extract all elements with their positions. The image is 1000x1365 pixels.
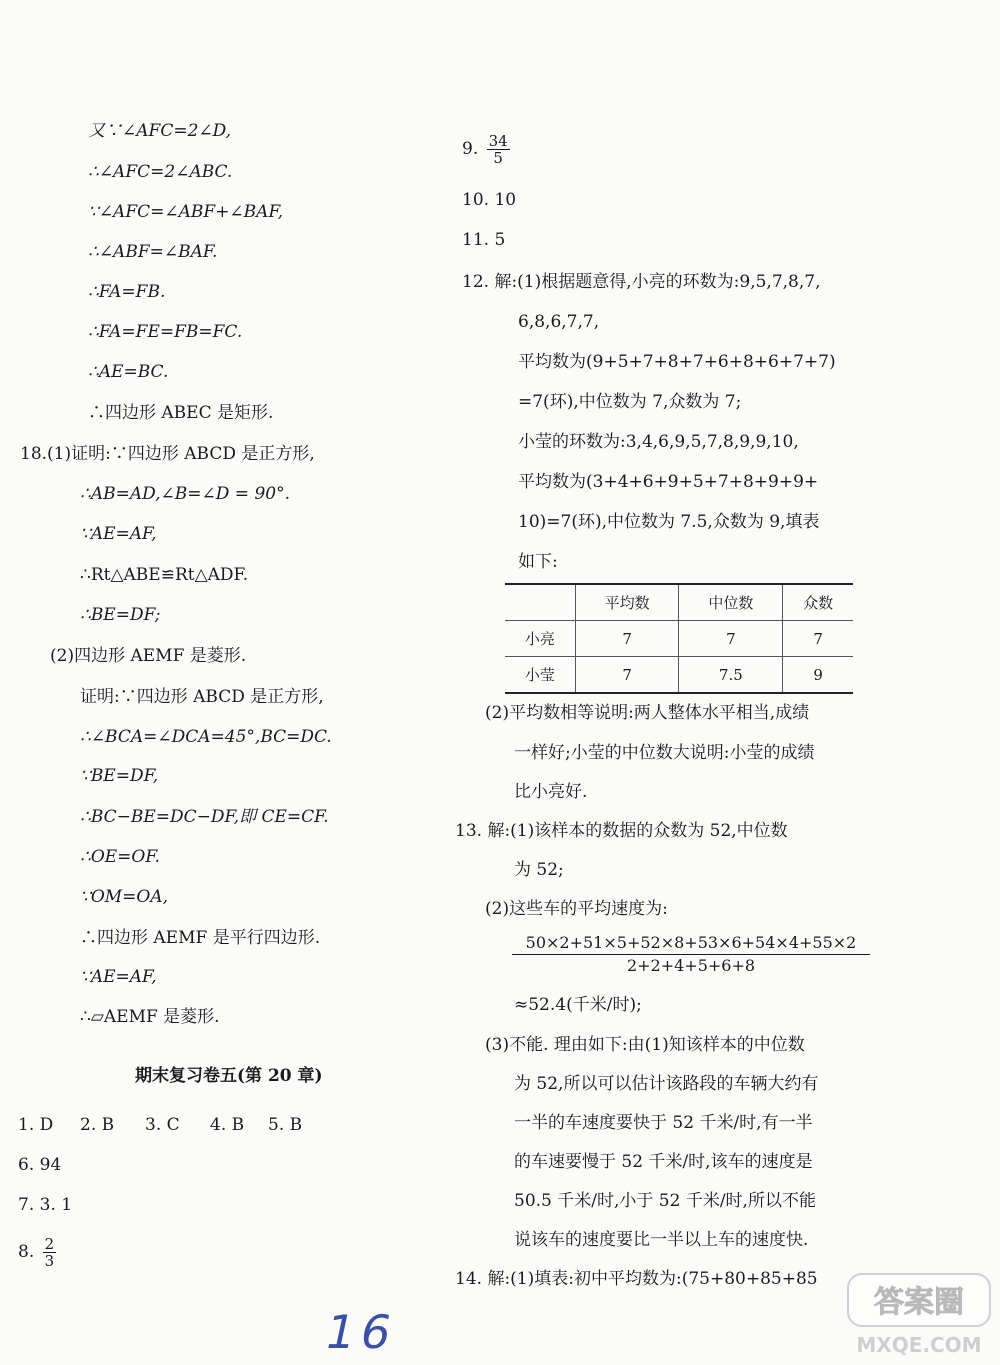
solution-line: 为 52; (514, 860, 564, 880)
answer-label: 8. (18, 1242, 35, 1262)
proof-line: ∵BE=DF, (80, 766, 159, 786)
fraction-denominator: 2+2+4+5+6+8 (626, 956, 756, 975)
proof-line: (2)四边形 AEMF 是菱形. (50, 646, 247, 666)
table-cell: 小亮 (505, 621, 575, 657)
solution-line: 平均数为(3+4+6+9+5+7+8+9+9+ (518, 472, 819, 492)
answer-10: 10. 10 (462, 190, 517, 210)
proof-line: ∴∠ABF=∠BAF. (88, 242, 218, 262)
solution-line: 小莹的环数为:3,4,6,9,5,7,8,9,9,10, (518, 432, 799, 452)
proof-line: ∴FA=FE=FB=FC. (88, 322, 243, 342)
choice-answer: 5. B (268, 1115, 303, 1135)
solution-line: (2)这些车的平均速度为: (485, 899, 668, 919)
solution-line: ≈52.4(千米/时); (514, 995, 642, 1015)
solution-line: 一样好;小莹的中位数大说明:小莹的成绩 (514, 743, 815, 763)
solution-line: 平均数为(9+5+7+8+7+6+8+6+7+7) (518, 352, 836, 372)
handwritten-page-number: 16 (320, 1305, 403, 1359)
proof-line: ∴AE=BC. (88, 362, 169, 382)
proof-line: ∴BE=DF; (80, 605, 161, 625)
answer-8 (18, 1236, 56, 1269)
answer-9 (462, 133, 510, 166)
watermark-bottom-text: MXQE.COM (856, 1333, 982, 1357)
choice-answer: 1. D (18, 1115, 54, 1135)
proof-line: 证明:∵四边形 ABCD 是正方形, (80, 687, 324, 707)
fraction-numerator: 50×2+51×5+52×8+53×6+54×4+55×2 (512, 932, 870, 955)
table-header-row (505, 584, 853, 621)
fraction-denominator: 5 (493, 149, 503, 167)
proof-line: ∴Rt△ABE≌Rt△ADF. (80, 565, 249, 585)
proof-line: ∴∠BCA=∠DCA=45°,BC=DC. (80, 727, 332, 747)
score-table (505, 583, 853, 694)
solution-line: (2)平均数相等说明:两人整体水平相当,成绩 (485, 703, 810, 723)
answer-6: 6. 94 (18, 1155, 62, 1175)
table-cell: 7 (575, 657, 679, 694)
question-12: 12. 解:(1)根据题意得,小亮的环数为:9,5,7,8,7, (462, 272, 821, 292)
table-header-cell: 平均数 (575, 584, 679, 621)
solution-line: 的车速要慢于 52 千米/时,该车的速度是 (514, 1152, 813, 1172)
proof-line: ∴AB=AD,∠B=∠D = 90°. (80, 484, 290, 504)
table-cell: 7.5 (679, 657, 783, 694)
proof-line: ∴四边形 AEMF 是平行四边形. (80, 928, 321, 948)
solution-line: 为 52,所以可以估计该路段的车辆大约有 (514, 1074, 819, 1094)
proof-line: ∵∠AFC=∠ABF+∠BAF, (88, 202, 284, 222)
table-row (505, 621, 853, 657)
solution-line: 比小亮好. (514, 782, 588, 802)
watermark-top-text: 答案圈 (874, 1285, 964, 1320)
proof-line: ∴▱AEMF 是菱形. (80, 1007, 220, 1027)
solution-line: 如下: (518, 552, 558, 572)
question-18: 18.(1)证明:∵四边形 ABCD 是正方形, (20, 444, 315, 464)
table-cell: 7 (575, 621, 679, 657)
proof-line: ∴四边形 ABEC 是矩形. (88, 403, 274, 423)
choice-answer: 3. C (145, 1115, 180, 1135)
solution-line: 6,8,6,7,7, (518, 312, 600, 332)
fraction-numerator: 2 (44, 1235, 55, 1253)
proof-line: ∵AE=AF, (80, 524, 157, 544)
answer-label: 9. (462, 139, 479, 159)
proof-line: ∵AE=AF, (80, 967, 157, 987)
solution-line: (3)不能. 理由如下:由(1)知该样本的中位数 (485, 1035, 805, 1055)
question-14: 14. 解:(1)填表:初中平均数为:(75+80+85+85 (455, 1269, 818, 1289)
table-header-cell (505, 584, 575, 621)
answer-7: 7. 3. 1 (18, 1195, 73, 1215)
watermark-logo (844, 1268, 994, 1360)
proof-line: 又∵∠AFC=2∠D, (88, 121, 232, 141)
table-header-cell: 众数 (783, 584, 853, 621)
proof-line: ∴FA=FB. (88, 282, 166, 302)
solution-line: 10)=7(环),中位数为 7.5,众数为 9,填表 (518, 512, 820, 532)
table-cell: 7 (783, 621, 853, 657)
fraction-numerator: 34 (488, 132, 508, 150)
proof-line: ∴∠AFC=2∠ABC. (88, 162, 233, 182)
solution-line: 一半的车速度要快于 52 千米/时,有一半 (514, 1113, 813, 1133)
table-cell: 小莹 (505, 657, 575, 694)
solution-line: 说该车的速度要比一半以上车的速度快. (514, 1230, 809, 1250)
fraction (43, 1236, 57, 1269)
section-title: 期末复习卷五(第 20 章) (135, 1066, 323, 1086)
table-cell: 7 (679, 621, 783, 657)
table-row (505, 657, 853, 694)
fraction-denominator: 3 (44, 1252, 55, 1270)
answer-11: 11. 5 (462, 230, 506, 250)
average-speed-fraction (512, 932, 870, 977)
solution-line: =7(环),中位数为 7,众数为 7; (518, 392, 742, 412)
choice-answer: 2. B (80, 1115, 115, 1135)
solution-line: 50.5 千米/时,小于 52 千米/时,所以不能 (514, 1191, 816, 1211)
proof-line: ∴BC−BE=DC−DF,即 CE=CF. (80, 807, 329, 827)
table-header-cell: 中位数 (679, 584, 783, 621)
choice-answer: 4. B (210, 1115, 245, 1135)
question-13: 13. 解:(1)该样本的数据的众数为 52,中位数 (455, 821, 788, 841)
proof-line: ∴OE=OF. (80, 847, 160, 867)
table-cell: 9 (783, 657, 853, 694)
fraction (487, 133, 510, 166)
proof-line: ∵OM=OA, (80, 887, 169, 907)
